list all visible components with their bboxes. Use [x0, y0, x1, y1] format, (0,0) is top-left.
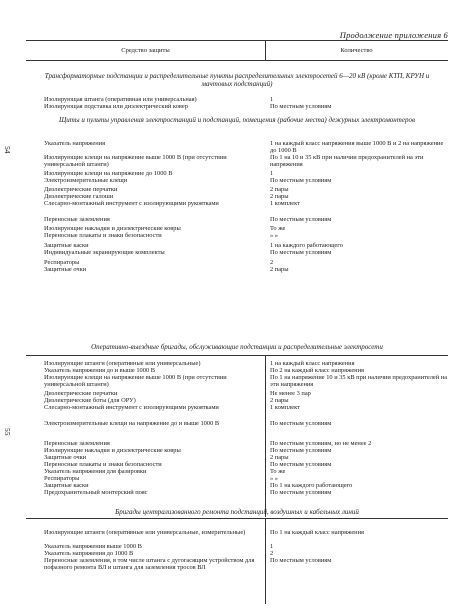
row-item: Переносные заземления: [44, 216, 110, 223]
table-top-rule: [26, 40, 448, 41]
row-qty: По 2 на каждый класс напряжения: [270, 367, 364, 374]
row-qty: 2: [270, 550, 274, 557]
section-title: Оперативно-выездные бригады, обслуживающие подстанции и распределительные электросети: [91, 343, 383, 351]
row-qty: 1 комплект: [270, 200, 300, 207]
row-item: Изолирующая подставка или диэлектрический ковер: [44, 103, 188, 110]
row-item: Изолирующие накладки и диэлектрические ковры: [44, 225, 181, 232]
row-item: Индивидуальные экранирующие комплекты: [44, 249, 165, 256]
row-item: Диэлектрические галоши: [44, 193, 114, 200]
section-title: Трансформаторные подстанции и распределительные пункты распределительных электросетей 6—20 кВ (кроме КТП, КРУН и мачтовых подстанций): [44, 72, 430, 88]
row-item: Слесарно-монтажный инструмент с изолирующими рукоятками: [44, 404, 219, 411]
row-qty: 1 на каждый класс напряжения выше 1000 В и 2 на напряжение до 1000 В: [270, 140, 444, 154]
row-qty: 1 на каждого работающего: [270, 242, 343, 249]
row-item: Указатель напряжения до 1000 В: [44, 550, 134, 557]
row-item: Изолирующие клещи на напряжение выше 1000 В (при отсутствии универсальной штанги): [44, 154, 227, 168]
row-qty: По местным условиям: [270, 447, 332, 454]
row-item: Изолирующие штанги (оперативные или универсальные): [44, 360, 201, 367]
row-item: Изолирующие штанги (оперативные или универсальные, измерительные): [44, 529, 246, 536]
row-qty: По 1 на 10 и 35 кВ при наличии предохранителей на эти напряжения: [270, 154, 424, 168]
row-qty: То же: [270, 468, 286, 475]
row-item: Указатель напряжения выше 1000 В: [44, 543, 142, 550]
row-qty: По 1 на каждого работающего: [270, 482, 353, 489]
row-item: Изолирующая штанга (оперативная или универсальная): [44, 96, 197, 103]
row-qty: То же: [270, 225, 286, 232]
column-divider: [265, 518, 266, 604]
row-item: Изолирующие клещи на напряжение до 1000 В: [44, 170, 173, 177]
continuation-header: Продолжение приложения 6: [339, 30, 448, 40]
row-qty: По местным условиям: [270, 489, 332, 496]
row-qty: По 1 на каждый класс напряжения: [270, 529, 364, 536]
row-item: Электроизмерительные клещи на напряжение до и выше 1000 В: [44, 420, 220, 427]
row-qty: 2: [270, 259, 274, 266]
row-qty: 1: [270, 96, 274, 103]
row-qty: По местным условиям: [270, 420, 332, 427]
row-item: Изолирующие накладки и диэлектрические ковры: [44, 447, 181, 454]
row-item: Указатель напряжения до и выше 1000 В: [44, 367, 155, 374]
row-qty: По местным условиям: [270, 103, 332, 110]
page-number-55: 55: [3, 428, 12, 436]
row-qty: Не менее 3 пар: [270, 390, 311, 397]
column-header-means: Средство защиты: [121, 47, 170, 54]
row-item: Диэлектрические перчатки: [44, 186, 118, 193]
row-item: Защитные каски: [44, 482, 89, 489]
section-title: Щиты и пульты управления электростанций и подстанций, помещения (рабочие места) дежурных электромонтеров: [59, 116, 415, 124]
row-qty: 1 комплект: [270, 404, 300, 411]
row-qty: 2 пары: [270, 397, 289, 404]
row-item: Предохранительный монтерский пояс: [44, 489, 148, 496]
row-item: Защитные каски: [44, 242, 89, 249]
row-item: Диэлектрические боты (для ОРУ): [44, 397, 136, 404]
page-number-54: 54: [3, 146, 12, 154]
row-qty: По 1 на напряжение 10 и 35 кВ при наличии предохранителей на эти напряжения: [270, 374, 448, 388]
column-header-quantity: Количество: [340, 47, 373, 54]
row-item: Указатель напряжения: [44, 140, 106, 147]
row-item: Переносные заземления, в том числе штанга с дугогасящим устройством для пофазного ремонта ВЛ и штанга для заземления тросов ВЛ: [44, 557, 255, 571]
section-rule: [26, 355, 448, 356]
row-qty: 2 пары: [270, 186, 289, 193]
row-qty: 2 пары: [270, 193, 289, 200]
row-qty: » »: [270, 232, 278, 239]
row-item: Защитные очки: [44, 454, 87, 461]
column-divider: [265, 355, 266, 517]
row-item: Изолирующие клещи на напряжение выше 1000 В (при отсутствии универсальной штанги): [44, 374, 227, 388]
table-header-rule: [26, 60, 448, 61]
row-qty: » »: [270, 475, 278, 482]
row-qty: По местным условиям: [270, 216, 332, 223]
section-title: Бригады централизованного ремонта подстанций, воздушных и кабельных линий: [115, 508, 359, 516]
row-qty: По местным условиям: [270, 557, 332, 564]
row-qty: По местным условиям: [270, 249, 332, 256]
row-qty: По местным условиям: [270, 177, 332, 184]
row-item: Респираторы: [44, 475, 80, 482]
row-qty: 1 на каждый класс напряжения: [270, 360, 355, 367]
row-qty: По местным условиям, но не менее 2: [270, 440, 372, 447]
section-rule: [26, 518, 448, 519]
row-item: Защитные очки: [44, 266, 87, 273]
row-qty: 2 пары: [270, 454, 289, 461]
row-qty: 1: [270, 543, 274, 550]
row-item: Указатель напряжения для фазировки: [44, 468, 147, 475]
row-item: Переносные плакаты и знаки безопасности: [44, 232, 162, 239]
row-item: Переносные плакаты и знаки безопасности: [44, 461, 162, 468]
row-item: Слесарно-монтажный инструмент с изолирующими рукоятками: [44, 200, 219, 207]
row-qty: 2 пары: [270, 266, 289, 273]
row-qty: 1: [270, 170, 274, 177]
row-qty: По местным условиям: [270, 461, 332, 468]
row-item: Диэлектрические перчатки: [44, 390, 118, 397]
row-item: Переносные заземления: [44, 440, 110, 447]
row-item: Респираторы: [44, 259, 80, 266]
row-item: Электроизмерительные клещи: [44, 177, 128, 184]
